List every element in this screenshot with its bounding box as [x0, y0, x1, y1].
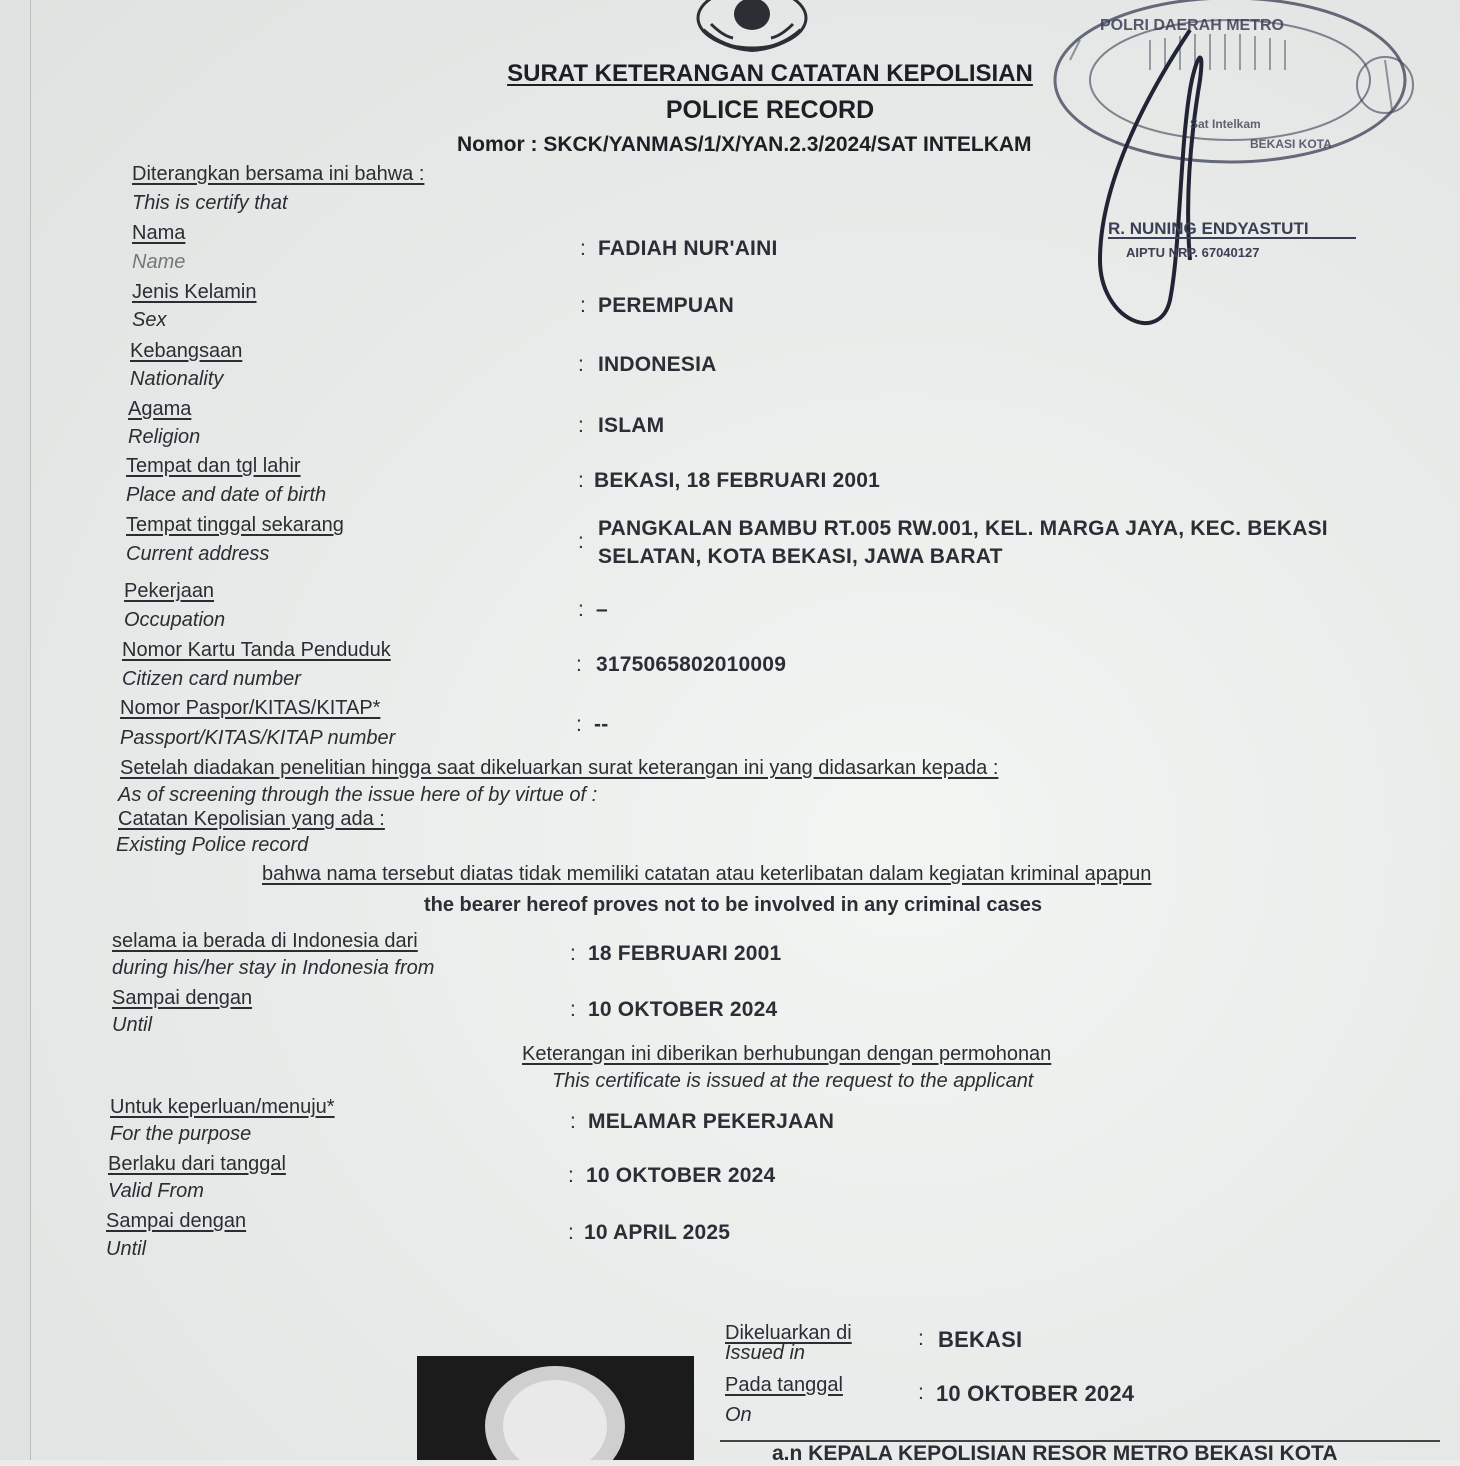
label-en: Current address	[126, 543, 270, 565]
colon: :	[576, 713, 582, 736]
signatory-title: a.n KEPALA KEPOLISIAN RESOR METRO BEKASI KOTA	[772, 1442, 1338, 1465]
official-stamp	[1040, 0, 1420, 340]
label-id: Pada tanggal	[725, 1374, 843, 1396]
value: 18 FEBRUARI 2001	[588, 942, 782, 965]
value: PANGKALAN BAMBU RT.005 RW.001, KEL. MARGA JAYA, KEC. BEKASI	[598, 517, 1328, 540]
label-en: Citizen card number	[122, 668, 301, 690]
label-en: Religion	[128, 426, 201, 448]
record-en: Existing Police record	[116, 834, 309, 856]
value: PEREMPUAN	[598, 294, 734, 317]
colon: :	[580, 294, 586, 317]
label-en: Occupation	[124, 609, 226, 631]
stamp-text-mid: Sat Intelkam	[1190, 117, 1261, 131]
label-en: Nationality	[130, 368, 224, 390]
document-subtitle: POLICE RECORD	[665, 96, 875, 124]
label-en: Issued in	[725, 1342, 806, 1364]
colon: :	[578, 353, 584, 376]
value: MELAMAR PEKERJAAN	[588, 1110, 835, 1133]
document-title: SURAT KETERANGAN CATATAN KEPOLISIAN	[507, 60, 1033, 87]
colon: :	[578, 598, 584, 621]
colon: :	[580, 237, 586, 260]
colon: :	[576, 653, 582, 676]
colon: :	[568, 1221, 574, 1244]
label-en: Until	[112, 1014, 153, 1036]
document-number: Nomor : SKCK/YANMAS/1/X/YAN.2.3/2024/SAT INTELKAM	[457, 133, 1032, 156]
intro-en: This is certify that	[132, 192, 288, 214]
colon: :	[578, 530, 584, 553]
value: ISLAM	[598, 414, 665, 437]
stamp-text-low: BEKASI KOTA	[1250, 137, 1332, 151]
screening-en: As of screening through the issue here of by virtue of :	[118, 784, 598, 806]
value: INDONESIA	[598, 353, 717, 376]
colon: :	[570, 942, 576, 965]
colon: :	[570, 998, 576, 1021]
label-en: Passport/KITAS/KITAP number	[120, 727, 396, 749]
label-id: Pekerjaan	[124, 580, 215, 602]
colon: :	[578, 414, 584, 437]
label-id: selama ia berada di Indonesia dari	[112, 930, 418, 952]
value: FADIAH NUR'AINI	[598, 237, 778, 260]
value: 10 OKTOBER 2024	[588, 998, 778, 1021]
police-emblem-logo	[693, 0, 811, 52]
label-en: Until	[106, 1238, 147, 1260]
request-id: Keterangan ini diberikan berhubungan dengan permohonan	[522, 1043, 1052, 1065]
value: –	[596, 598, 608, 621]
value: --	[594, 713, 609, 736]
officer-id: AIPTU NRP. 67040127	[1126, 245, 1260, 260]
label-id: Nomor Paspor/KITAS/KITAP*	[120, 697, 381, 719]
label-id: Dikeluarkan di	[725, 1322, 852, 1344]
label-id: Agama	[128, 398, 192, 420]
label-en: during his/her stay in Indonesia from	[112, 957, 435, 979]
label-en: On	[725, 1404, 752, 1426]
label-id: Sampai dengan	[106, 1210, 247, 1232]
label-id: Tempat tinggal sekarang	[126, 514, 344, 536]
handwritten-signature	[1100, 30, 1201, 323]
value: 10 OKTOBER 2024	[936, 1381, 1135, 1406]
label-en: Sex	[132, 309, 167, 331]
stamp-text-top: POLRI DAERAH METRO	[1100, 17, 1284, 34]
colon: :	[918, 1381, 924, 1404]
colon: :	[568, 1164, 574, 1187]
label-id: Nama	[132, 222, 186, 244]
label-id: Untuk keperluan/menuju*	[110, 1096, 335, 1118]
label-id: Jenis Kelamin	[132, 281, 257, 303]
value: 10 OKTOBER 2024	[586, 1164, 776, 1187]
record-id: Catatan Kepolisian yang ada :	[118, 808, 385, 830]
colon: :	[578, 469, 584, 492]
page-binding-edge	[0, 0, 31, 1460]
colon: :	[570, 1110, 576, 1133]
label-en: Place and date of birth	[126, 484, 327, 506]
screening-id: Setelah diadakan penelitian hingga saat dikeluarkan surat keterangan ini yang didasarkan kepada :	[120, 757, 999, 779]
intro-id: Diterangkan bersama ini bahwa :	[132, 163, 425, 185]
value-line2: SELATAN, KOTA BEKASI, JAWA BARAT	[598, 545, 1003, 568]
label-id: Berlaku dari tanggal	[108, 1153, 286, 1175]
label-id: Kebangsaan	[130, 340, 243, 362]
value: 10 APRIL 2025	[584, 1221, 731, 1244]
value: BEKASI, 18 FEBRUARI 2001	[594, 469, 881, 492]
label-en: Name	[132, 251, 186, 273]
label-en: Valid From	[108, 1180, 204, 1202]
label-id: Tempat dan tgl lahir	[126, 455, 301, 477]
label-id: Nomor Kartu Tanda Penduduk	[122, 639, 391, 661]
label-en: For the purpose	[110, 1123, 252, 1145]
request-en: This certificate is issued at the request to the applicant	[552, 1070, 1034, 1092]
value: BEKASI	[938, 1327, 1023, 1352]
applicant-photo	[417, 1356, 694, 1460]
value: 3175065802010009	[596, 653, 787, 676]
officer-name: R. NUNING ENDYASTUTI	[1108, 219, 1309, 238]
label-id: Sampai dengan	[112, 987, 253, 1009]
colon: :	[918, 1327, 924, 1350]
record-statement-id: bahwa nama tersebut diatas tidak memiliki catatan atau keterlibatan dalam kegiatan kriminal apapun	[262, 863, 1152, 885]
record-statement-en: the bearer hereof proves not to be involved in any criminal cases	[424, 894, 1042, 916]
